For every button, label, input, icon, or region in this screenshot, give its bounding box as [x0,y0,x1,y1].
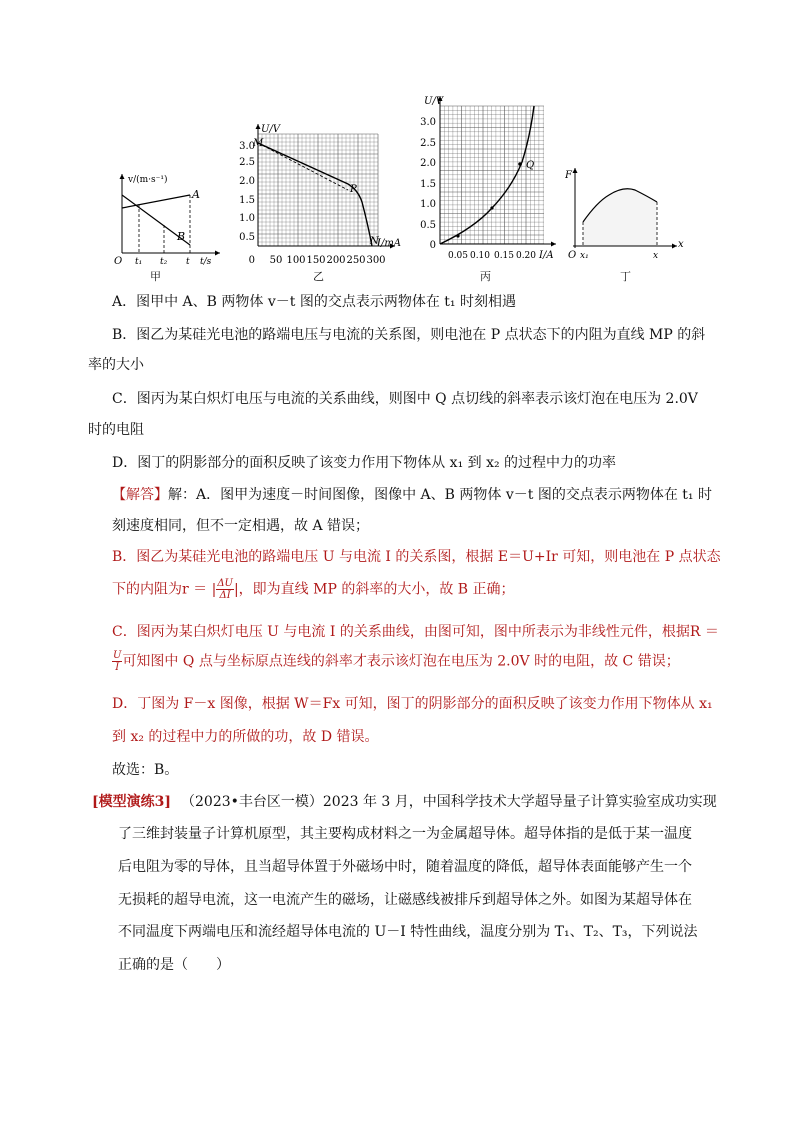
answer-b-line2 [112,578,515,601]
yi-y-tick: 2.0 [239,176,255,187]
yi-y-tick: 1.5 [239,195,255,206]
yi-y-tick: 3.0 [239,141,255,152]
caption-yi: 乙 [313,270,324,283]
practice-tag: [模型演练3] [92,794,171,810]
jia-label-a: A [192,188,200,201]
yi-y-tick: 0.5 [239,232,255,243]
fraction-denominator: ΔI [219,590,231,601]
yi-y-tick: 1.0 [239,213,255,224]
option-b-line1: B．图乙为某硅光电池的路端电压与电流的关系图，则电池在 P 点状态下的内阻为直线 MP 的斜 [112,327,706,343]
jia-t2: t₂ [160,257,168,267]
answer-a-line1: 解：A．图甲为速度－时间图像，图像中 A、B 两物体 v－t 图的交点表示两物体在 t₁ 时 [168,487,712,503]
yi-x-tick: 50 [269,255,283,266]
ding-x1: x₁ [580,251,589,261]
jia-t3: t [186,257,190,267]
caption-ding: 丁 [620,270,631,283]
bing-y-tick: 0.5 [420,220,436,231]
fraction-numerator: ΔU [217,578,233,589]
yi-x-tick: 100 [286,255,306,266]
bing-y-tick: 0 [429,240,436,251]
ding-origin: O [568,250,577,261]
practice-line1 [92,792,717,812]
yi-y-tick: 2.5 [239,157,255,168]
figure-jia [112,168,230,270]
option-b-line2: 率的大小 [88,357,144,373]
answer-b-pre: 下的内阻为r ＝ | [112,581,217,598]
jia-label-b: B [177,230,186,243]
answer-b-line1: B．图乙为某硅光电池的路端电压 U 与电流 I 的关系图，根据 E＝U+Ir 可知，则电池在 P 点状态 [112,549,721,565]
figure-yi [230,120,410,268]
yi-x-label: I/mA [377,238,402,249]
practice-line5: 不同温度下两端电压和流经超导体电流的 U－I 特性曲线，温度分别为 T₁、T₂、T₃，下列说法 [118,924,698,940]
caption-bing: 丙 [480,270,491,283]
answer-a-line2: 刻速度相同，但不一定相遇，故 A 错误； [112,518,370,534]
bing-y-tick: 1.0 [420,199,436,210]
bing-point-q: Q [526,160,535,171]
bing-curve [440,106,534,244]
answer-c-post: 可知图中 Q 点与坐标原点连线的斜率才表示该灯泡在电压为 2.0V 时的电阻，故 C 错误； [122,653,680,670]
ding-x-label: x [678,239,684,250]
bing-y-tick: 2.0 [420,158,436,169]
figure-bing [414,92,564,268]
yi-x-tick: 200 [326,255,346,266]
bing-x-tick: 0.10 [469,251,491,261]
yi-point-m: M [253,138,264,149]
ding-x2: x [653,251,659,261]
bing-y-tick: 1.5 [420,179,436,190]
answer-c-line1: C．图丙为某白炽灯电压 U 与电流 I 的关系曲线，由图可知，图中所表示为非线性元件，根据R ＝ [112,624,719,640]
option-c-line2: 时的电阻 [88,422,144,438]
bing-x-tick: 0.20 [515,251,537,261]
jia-x-label: t/s [200,257,212,267]
line-a [122,195,190,208]
practice-line4: 无损耗的超导电流，这一电流产生的磁场，让磁感线被排斥到超导体之外。如图为某超导体在 [118,892,692,908]
answer-d-line1: D．丁图为 F－x 图像，根据 W＝Fx 可知，图丁的阴影部分的面积反映了该变力作用下物体从 x₁ [112,696,713,712]
yi-y-label: U/V [261,124,281,135]
delta-fraction [216,578,234,601]
bing-x-tick: 0.05 [447,251,469,261]
option-c-line1: C．图丙为某白炽灯电压与电流的关系曲线，则图中 Q 点切线的斜率表示该灯泡在电压为 2.0V [112,391,698,407]
bing-x-tick: 0.15 [493,251,515,261]
ui-fraction [112,650,122,673]
answer-b-post: |，即为直线 MP 的斜率的大小，故 B 正确； [233,581,515,598]
figure-ding [565,162,685,268]
jia-origin: O [114,256,123,267]
jia-t1: t₁ [135,257,143,267]
fraction-denominator: I [115,662,120,673]
answer-d-line2: 到 x₂ 的过程中力的所做的功，故 D 错误。 [112,729,379,745]
option-d: D．图丁的阴影部分的面积反映了该变力作用下物体从 x₁ 到 x₂ 的过程中力的功率 [112,455,617,471]
jia-y-label: v/(m·s⁻¹) [128,175,168,185]
yi-x-tick: 300 [366,255,386,266]
yi-x-tick: 150 [306,255,326,266]
bing-x-label: I/A [539,250,554,261]
fraction-numerator: U [113,650,122,661]
yi-point-n: N [370,236,379,247]
yi-y-tick: 0 [248,255,255,266]
option-a: A．图甲中 A、B 两物体 v－t 图的交点表示两物体在 t₁ 时刻相遇 [112,294,516,310]
practice-line2: 了三维封装量子计算机原型，其主要构成材料之一为金属超导体。超导体指的是低于某一温度 [118,826,692,842]
bing-y-tick: 2.5 [420,138,436,149]
answer-choice: 故选：B。 [112,762,179,778]
ding-y-label: F [565,170,572,181]
answer-c-line2 [112,650,680,673]
practice-line6: 正确的是（ ） [118,957,230,973]
practice-line3: 后电阻为零的导体，且当超导体置于外磁场中时，随着温度的降低，超导体表面能够产生一个 [118,859,692,875]
caption-jia: 甲 [150,270,161,283]
answer-line1 [112,485,712,505]
answer-tag: 【解答】 [112,487,168,503]
yi-point-p: P [350,184,357,195]
yi-x-tick: 250 [346,255,366,266]
bing-y-tick: 3.0 [420,117,436,128]
bing-y-label: U/V [424,96,444,107]
practice-text1: （2023•丰台区一模）2023 年 3 月，中国科学技术大学超导量子计算实验室成功实现 [181,794,717,810]
